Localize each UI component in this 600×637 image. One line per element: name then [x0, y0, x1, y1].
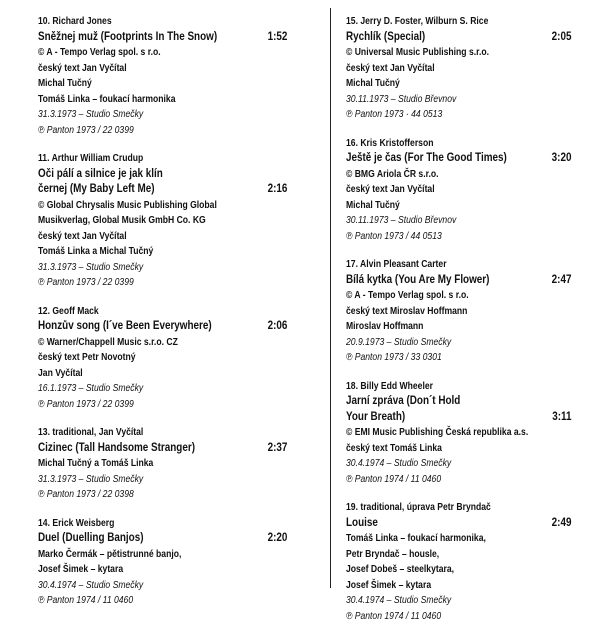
- track-credit: Marko Čermák – pětistrunné banjo,: [38, 548, 182, 560]
- track-credit: Michal Tučný: [346, 78, 400, 89]
- track-header: [38, 304, 253, 320]
- track-credit: český text Petr Novotný: [38, 352, 136, 363]
- track-composer: Jerry D. Foster, Wilburn S. Rice: [360, 16, 489, 27]
- track-label: ℗ Panton 1974 / 11 0460: [346, 473, 442, 485]
- track-title: Duel (Duelling Banjos): [38, 532, 144, 544]
- track-label: ℗ Panton 1973 / 22 0399: [38, 124, 134, 136]
- track-entry: [38, 304, 288, 413]
- track-title-line: [38, 441, 287, 457]
- track-entry: [346, 500, 572, 624]
- track-credit: Tomáš Linka a Michal Tučný: [38, 246, 154, 257]
- track-composer: traditional, úprava Petr Bryndač: [360, 502, 491, 513]
- track-entry: [38, 425, 288, 503]
- track-entry: [38, 151, 288, 291]
- track-publisher: Musikverlag, Global Musik GmbH Co. KG: [38, 215, 206, 226]
- track-composer: Alvin Pleasant Carter: [360, 259, 447, 270]
- track-credit: Michal Tučný a Tomáš Linka: [38, 458, 154, 469]
- track-title: Jarní zpráva (Don´t Hold: [346, 395, 461, 407]
- track-label: ℗ Panton 1973 / 22 0398: [38, 489, 134, 500]
- track-recording: 30.4.1974 – Studio Smečky: [346, 458, 452, 469]
- track-label: ℗ Panton 1973 / 22 0399: [38, 277, 134, 288]
- track-header: [38, 14, 253, 30]
- track-recording: 30.11.1973 – Studio Břevnov: [346, 215, 457, 226]
- track-label: ℗ Panton 1973 / 44 0513: [346, 230, 442, 242]
- track-publisher: © BMG Ariola ČR s.r.o.: [346, 168, 439, 180]
- track-credit: český text Jan Vyčítal: [346, 184, 435, 195]
- track-number: 18.: [346, 380, 358, 392]
- track-label: ℗ Panton 1974 / 11 0460: [38, 595, 134, 606]
- track-entry: [346, 14, 572, 123]
- track-title-line: [346, 30, 571, 46]
- track-title: Oči pálí a silnice je jak klín: [38, 167, 163, 180]
- track-label: ℗ Panton 1973 / 22 0399: [38, 398, 134, 410]
- left-column: [38, 14, 288, 622]
- track-number: 14.: [38, 517, 50, 529]
- track-duration: 2:20: [267, 532, 288, 544]
- track-title-line: [346, 273, 571, 289]
- track-number: 11.: [38, 153, 50, 164]
- track-credit: Tomáš Linka – foukací harmonika,: [346, 533, 486, 544]
- track-credit: Josef Šimek – kytara: [38, 564, 124, 575]
- track-title: Louise: [346, 516, 378, 529]
- track-recording: 31.3.1973 – Studio Smečky: [38, 109, 144, 120]
- track-entry: [38, 14, 288, 138]
- track-title-line: [346, 151, 571, 167]
- track-number: 15.: [346, 16, 358, 27]
- track-credit: český text Jan Vyčítal: [38, 230, 127, 242]
- track-credit: Jan Vyčítal: [38, 367, 83, 379]
- track-duration: 3:11: [552, 410, 572, 423]
- track-credit: Tomáš Linka – foukací harmonika: [38, 93, 176, 105]
- track-header: [38, 425, 253, 441]
- track-title-line: [346, 410, 571, 426]
- track-composer: Billy Edd Wheeler: [360, 380, 433, 392]
- right-column: [346, 14, 572, 637]
- track-publisher: © A - Tempo Verlag spol. s r.o.: [346, 290, 469, 301]
- track-title-line: [38, 319, 287, 335]
- track-duration: 2:06: [267, 320, 288, 332]
- track-credit: český text Tomáš Linka: [346, 442, 442, 454]
- track-header: [346, 257, 540, 273]
- track-header: [346, 14, 540, 30]
- track-duration: 2:37: [267, 441, 288, 454]
- track-number: 12.: [38, 305, 50, 317]
- track-title-line: [38, 182, 287, 198]
- track-title: Honzův song (I´ve Been Everywhere): [38, 320, 212, 332]
- track-title: Rychlík (Special): [346, 30, 426, 43]
- track-recording: 30.4.1974 – Studio Smečky: [38, 579, 144, 591]
- column-divider: [330, 8, 331, 588]
- track-credit: český text Jan Vyčítal: [38, 62, 127, 74]
- track-title: Your Breath): [346, 410, 406, 423]
- track-title-line: [38, 531, 287, 547]
- track-publisher: © A - Tempo Verlag spol. s r.o.: [38, 47, 161, 58]
- track-entry: [346, 257, 572, 366]
- track-duration: 2:47: [551, 273, 572, 286]
- track-credit: Michal Tučný: [346, 199, 400, 211]
- track-header: [346, 136, 540, 152]
- track-number: 16.: [346, 137, 358, 149]
- track-credit: Josef Dobeš – steelkytara,: [346, 564, 455, 575]
- track-credit: Josef Šimek – kytara: [346, 579, 432, 591]
- track-title: Cizinec (Tall Handsome Stranger): [38, 441, 195, 454]
- track-header: [346, 500, 540, 516]
- track-recording: 20.9.1973 – Studio Smečky: [346, 336, 452, 348]
- track-title-line: [346, 516, 571, 532]
- track-composer: Arthur William Crudup: [51, 153, 144, 164]
- track-recording: 16.1.1973 – Studio Smečky: [38, 383, 144, 394]
- track-number: 10.: [38, 16, 50, 27]
- track-recording: 31.3.1973 – Studio Smečky: [38, 473, 144, 485]
- track-recording: 31.3.1973 – Studio Smečky: [38, 261, 144, 273]
- track-duration: 2:49: [551, 516, 572, 529]
- track-publisher: © Global Chrysalis Music Publishing Global: [38, 199, 217, 211]
- track-title-line: [38, 30, 287, 46]
- track-composer: Geoff Mack: [52, 305, 99, 317]
- track-publisher: © EMI Music Publishing Česká republika a.s.: [346, 427, 529, 438]
- track-composer: Erick Weisberg: [52, 517, 115, 529]
- track-number: 17.: [346, 259, 358, 270]
- track-entry: [346, 379, 572, 488]
- track-duration: 1:52: [267, 30, 288, 43]
- track-number: 19.: [346, 502, 358, 513]
- track-composer: Kris Kristofferson: [360, 137, 434, 149]
- track-publisher: © Warner/Chappell Music s.r.o. CZ: [38, 336, 178, 348]
- track-credit: Michal Tučný: [38, 78, 92, 89]
- track-credit: český text Miroslav Hoffmann: [346, 305, 468, 317]
- track-title: Sněžnej muž (Footprints In The Snow): [38, 30, 218, 43]
- track-credit: Petr Bryndač – housle,: [346, 548, 440, 560]
- track-title: černej (My Baby Left Me): [38, 183, 155, 195]
- track-credit: Miroslav Hoffmann: [346, 321, 424, 332]
- track-title-line: [38, 167, 287, 183]
- track-duration: 3:20: [551, 152, 572, 164]
- track-title: Ještě je čas (For The Good Times): [346, 152, 507, 164]
- track-composer: Richard Jones: [52, 16, 112, 27]
- track-duration: 2:16: [267, 183, 288, 195]
- track-label: ℗ Panton 1973 · 44 0513: [346, 109, 443, 120]
- track-credit: český text Jan Vyčítal: [346, 62, 435, 74]
- track-number: 13.: [38, 427, 50, 438]
- track-title-line: [346, 394, 571, 410]
- track-composer: traditional, Jan Vyčítal: [52, 427, 144, 438]
- track-label: ℗ Panton 1974 / 11 0460: [346, 610, 442, 622]
- track-recording: 30.4.1974 – Studio Smečky: [346, 595, 452, 606]
- track-header: [38, 151, 253, 167]
- track-publisher: © Universal Music Publishing s.r.o.: [346, 47, 490, 58]
- track-recording: 30.11.1973 – Studio Břevnov: [346, 93, 457, 105]
- track-title: Bílá kytka (You Are My Flower): [346, 273, 490, 286]
- track-duration: 2:05: [551, 30, 572, 43]
- track-label: ℗ Panton 1973 / 33 0301: [346, 352, 442, 363]
- track-header: [38, 516, 253, 532]
- track-header: [346, 379, 540, 395]
- track-entry: [346, 136, 572, 245]
- track-entry: [38, 516, 288, 609]
